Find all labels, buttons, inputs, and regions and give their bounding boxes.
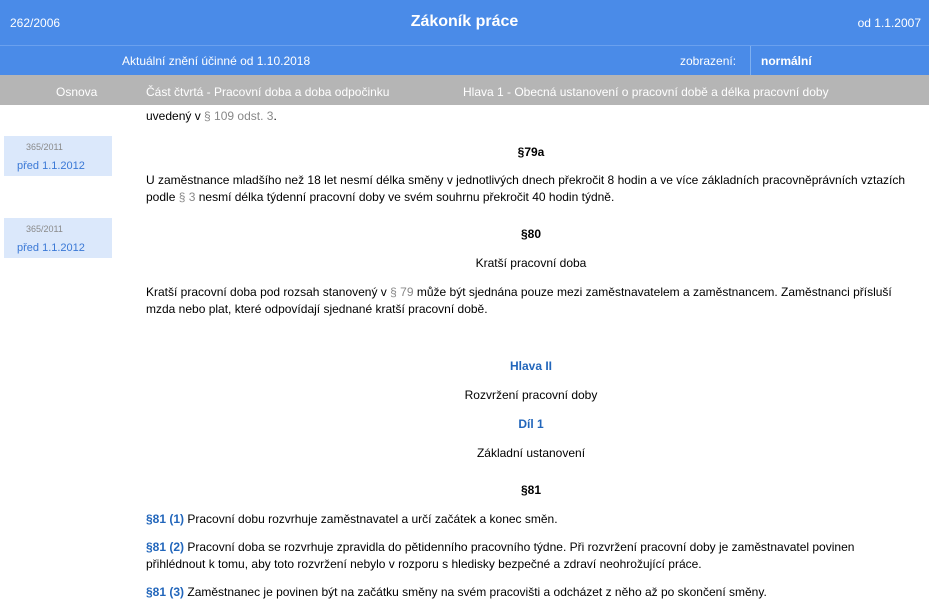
division-title: Základní ustanovení [476,446,586,460]
text-line: uvedený v § 109 odst. 3. [146,109,277,123]
division-label: Díl 1 [518,417,544,431]
chapter-label: Hlava II [509,359,553,373]
view-label: zobrazení: [680,54,737,68]
nav-outline-link[interactable]: Osnova [56,85,98,99]
paragraph-anchor-link[interactable]: §81 (1) [146,512,185,526]
nav-part-link[interactable]: Část čtvrtá - Pracovní doba a doba odpočinku [146,85,390,99]
section-heading: §79a [517,145,545,159]
amendment-number: 365/2011 [26,142,63,152]
section-reference-link[interactable]: § 79 [390,285,414,299]
section-reference-link[interactable]: § 109 odst. 3 [204,109,274,123]
previous-version-link[interactable]: před 1.1.2012 [17,242,85,254]
section-reference-link[interactable]: § 3 [178,190,196,204]
paragraph: §81 (2) Pracovní doba se rozvrhuje zpravidla do pětidenního pracovního týdne. Při rozvržení pracovní doby je zaměstnavatel povinen přihlédnout k tomu, aby toto rozvržení nebylo v rozporu s hledisky bezpečné a zdraví neohrožující práce. [146,540,855,571]
version-bar [0,45,929,75]
amendment-number: 365/2011 [26,224,63,234]
section-subtitle: Kratší pracovní doba [475,256,587,270]
paragraph-anchor-link[interactable]: §81 (3) [146,585,185,599]
law-title: Zákoník práce [410,13,519,30]
paragraph: §81 (1) Pracovní dobu rozvrhuje zaměstnavatel a určí začátek a konec směn. [146,512,558,526]
view-mode-select[interactable]: normální [761,54,812,68]
section-heading: §81 [520,483,542,497]
previous-version-link[interactable]: před 1.1.2012 [17,160,85,172]
section-text: Kratší pracovní doba pod rozsah stanovený v § 79 může být sjednána pouze mezi zaměstnavatelem a zaměstnancem. Zaměstnanci přísluší mzda nebo plat, které odpovídají sjednané kratší pracovní době. [146,285,892,316]
version-text[interactable]: Aktuální znění účinné od 1.10.2018 [122,54,311,68]
paragraph: §81 (3) Zaměstnanec je povinen být na začátku směny na svém pracovišti a odcházet z něho až po skončení směny. [146,585,767,599]
section-text: U zaměstnance mladšího než 18 let nesmí délka směny v jednotlivých dnech překročit 8 hodin a ve více základních pracovněprávních vztazích podle § 3 nesmí délka týdenní pracovní doby ve svém souhrnu překročit 40 hodin týdně. [146,173,906,204]
amendment-box [4,136,112,176]
divider [750,46,751,75]
top-bar [0,0,929,45]
law-number: 262/2006 [10,16,61,30]
amendment-box [4,218,112,258]
section-heading: §80 [520,227,542,241]
chapter-title: Rozvržení pracovní doby [464,388,598,402]
effective-from: od 1.1.2007 [857,16,921,30]
breadcrumb-nav [0,75,929,105]
paragraph-anchor-link[interactable]: §81 (2) [146,540,185,554]
nav-chapter-link[interactable]: Hlava 1 - Obecná ustanovení o pracovní době a délka pracovní doby [463,85,829,99]
